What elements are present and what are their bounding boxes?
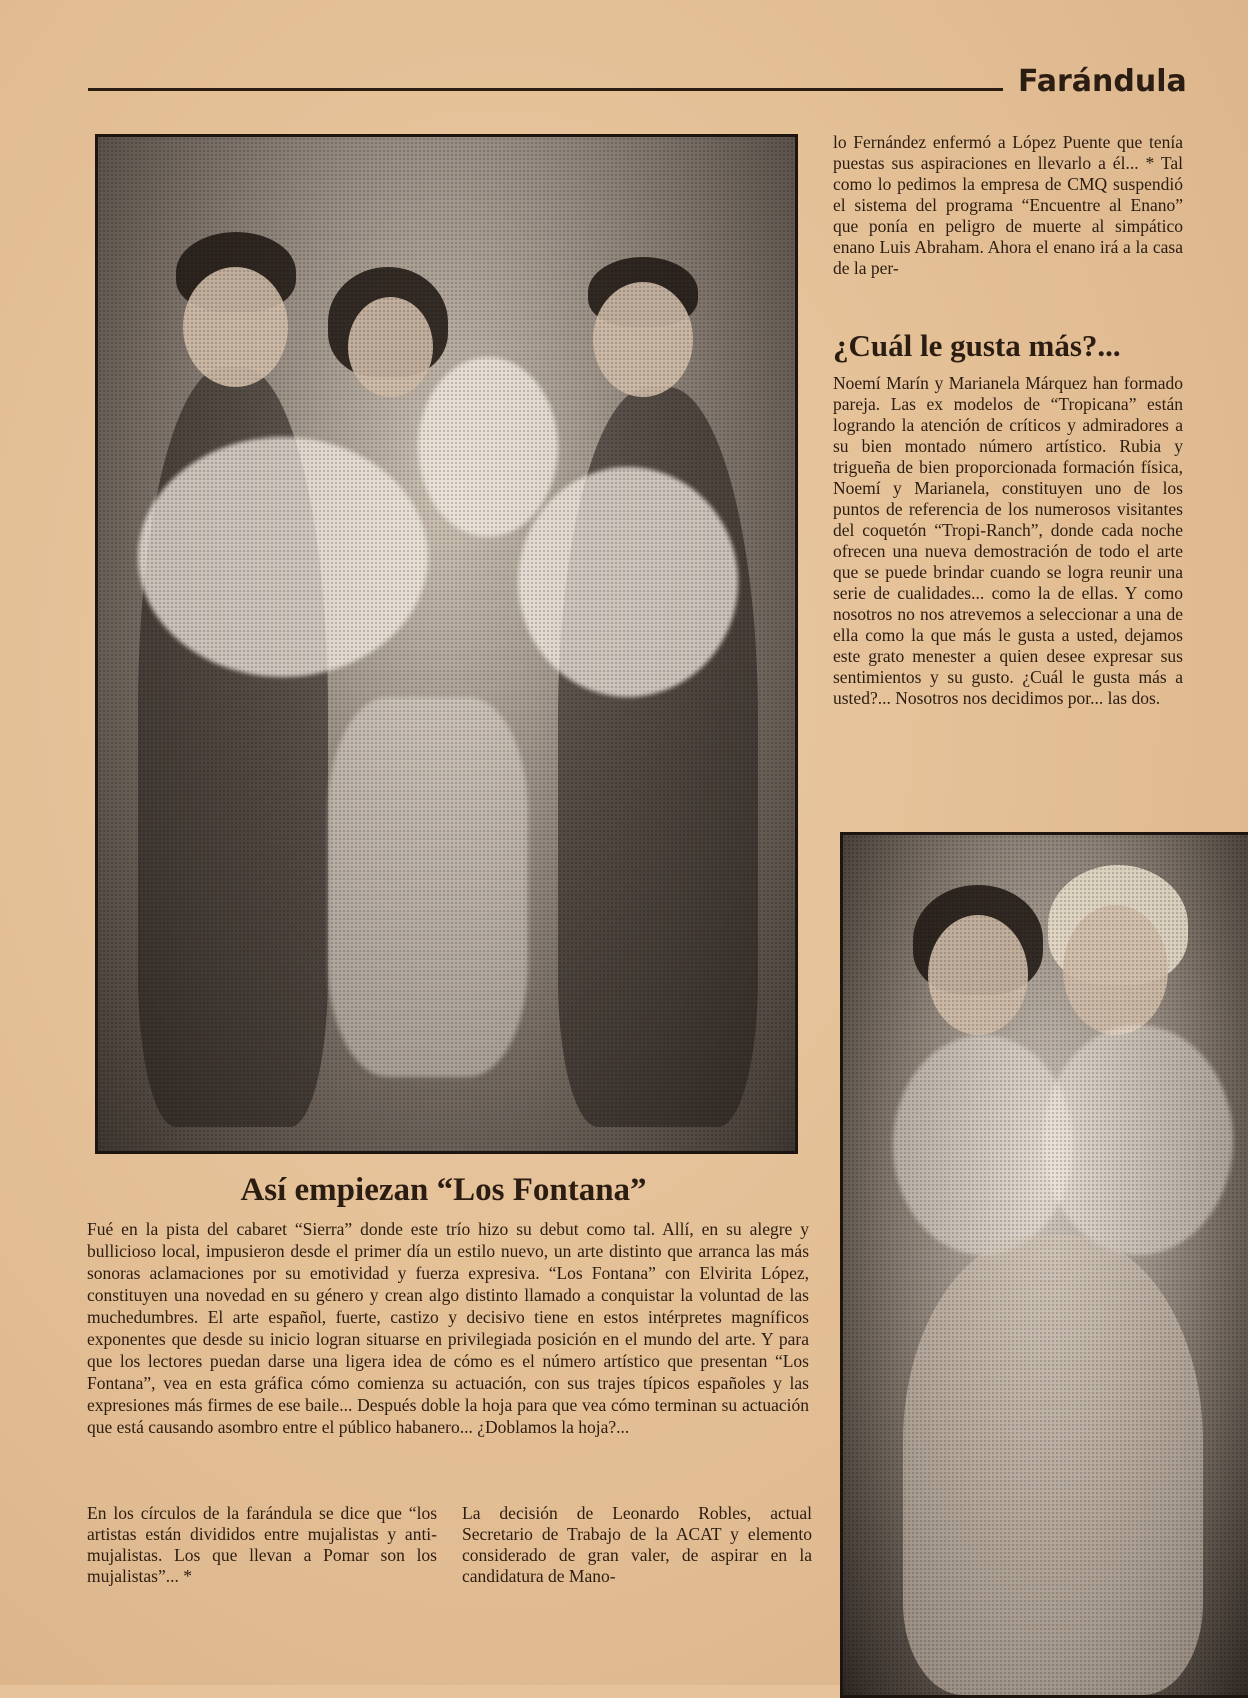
header-rule [88,88,1003,91]
bottom-left-text: En los círculos de la farándula se dice que “los artistas están divididos entre mujalistas y anti-mujalistas. Los que llevan a Pomar son los mujalistas”... * [87,1503,437,1586]
fontana-headline: Así empiezan “Los Fontana” [240,1172,647,1208]
cual-article-text: Noemí Marín y Marianela Márquez han formado pareja. Las ex modelos de “Tropicana” están logrando la atención de críticos y admiradores a su bien montado número artístico. Rubia y trigueña de bien proporcionada formación física, Noemí y Marianela, constituyen uno de los puntos de referencia de los numerosos visitantes del coquetón “Tropi-Ranch”, donde cada noche ofrecen una nueva demostración de todo el arte que se puede brindar cuando se logra reunir una serie de cualidades... como la de ellas. Y como nosotros no nos atrevemos a seleccionar a una de ella como la que más le gusta a usted, dejamos este grato menester a quien desee expresar sus sentimientos y su gusto. ¿Cuál le gusta más a usted?... Nosotros nos decidimos por... las dos. [833,373,1183,708]
halftone-overlay-right [843,835,1248,1695]
photo-noemi-marianela [840,832,1248,1698]
continued-article-text: lo Fernández enfermó a López Puente que tenía puestas sus aspiraciones en llevarlo a él... * Tal como lo pedimos la empresa de CMQ suspendió el sistema del programa “Encuentre al Enano” que ponía en peligro de muerte al simpático enano Luis Abraham. Ahora el enano irá a la casa de la per- [833,132,1183,278]
halftone-overlay [98,137,795,1151]
bottom-mid-text: La decisión de Leonardo Robles, actual Secretario de Trabajo de la ACAT y elemento considerado de gran valer, de aspirar en la candidatura de Mano- [462,1503,812,1586]
fontana-caption-text: Fué en la pista del cabaret “Sierra” donde este trío hizo su debut como tal. Allí, en su alegre y bullicioso local, impusieron desde el primer día un estilo nuevo, un arte distinto que arranca las más sonoras aclamaciones por su emotividad y fuerza expresiva. “Los Fontana” con Elvirita López, constituyen una novedad en su género y crean algo distinto llamado a conquistar la voluntad de las muchedumbres. El arte español, fuerte, castizo y decisivo tiene en estos intérpretes magníficos exponentes que desde su inicio logran situarse en privilegiada posición en el mundo del arte. Y para que los lectores puedan darse una ligera idea de cómo es el número artístico que presentan “Los Fontana”, vea en esta gráfica cómo comienza su actuación, con sus trajes típicos españoles y las expresiones más firmes de ese baile... Después doble la hoja para que vea cómo terminan su actuación que está causando asombro entre el público habanero... ¿Doblamos la hoja?... [87,1219,809,1437]
photo-los-fontana [95,134,798,1154]
section-title: Farándula [1018,64,1187,99]
cual-headline: ¿Cuál le gusta más?... [833,328,1121,363]
